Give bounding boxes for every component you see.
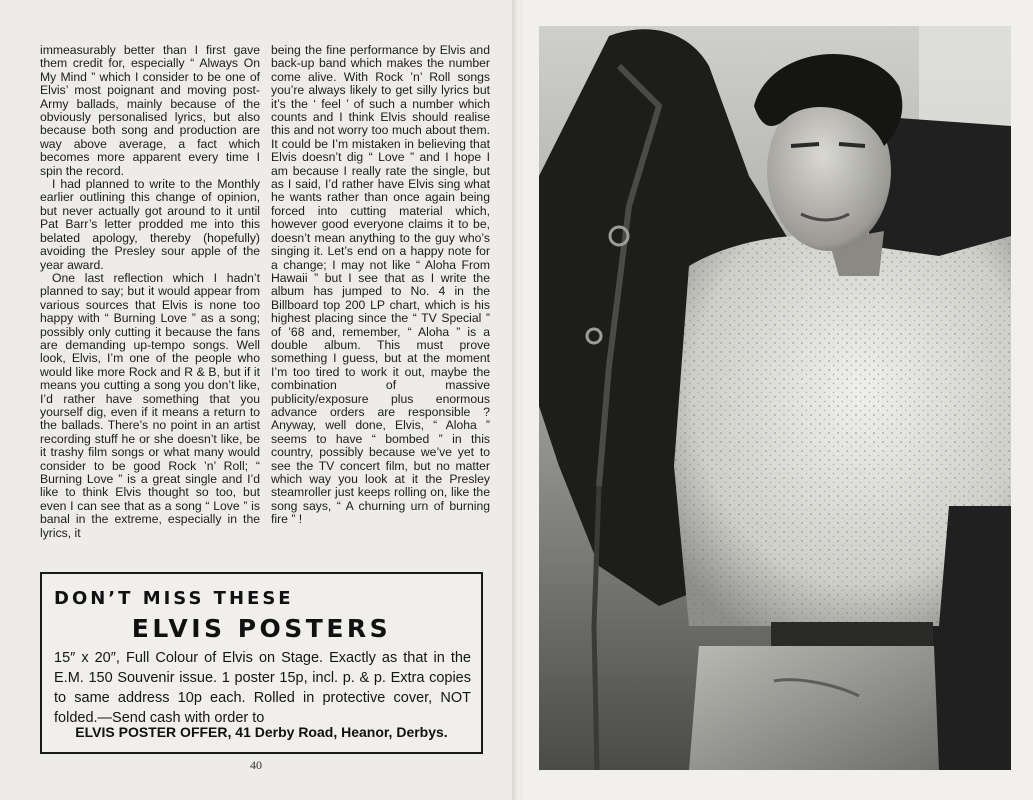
jeans — [689, 646, 939, 770]
poster-advert-box — [40, 572, 483, 754]
advert-address: ELVIS POSTER OFFER, 41 Derby Road, Heanor, Derbys. — [75, 724, 448, 740]
photo-illustration — [539, 26, 1011, 770]
col1-paragraph-2: I had planned to write to the Monthly earlier outlining this change of opinion, but never actually got around to it until Pat Barr’s letter prodded me into this belated apology, thereby (hopefully) avoiding the Presley sour apple of the year award. — [40, 177, 260, 272]
elvis-with-horse-photo — [539, 26, 1011, 770]
article-column-2 — [271, 44, 490, 527]
col2-paragraph-1: being the fine performance by Elvis and back-up band which makes the number come alive. With Rock ’n’ Roll songs you’re always likely to get silly lyrics but it’s the ‘ feel ’ of such a number which counts and I think Elvis should realise this and not worry too much about them. It could be I’m mistaken in believing that Elvis doesn’t dig “ Love ” and I hope I am because I really rate the single, but as I said, I’d rather have Elvis sing what he wants rather than once again being forced into cutting material which, however good everyone claims it to be, doesn’t mean anything to the guy who’s singing it. Let’s end on a happy note for a change; I may not like “ Aloha From Hawaii ” but I see that as I write the album has jumped to No. 4 in the Billboard top 200 LP chart, which is his highest placing since the “ TV Special ” of ’68 and, remember, “ Aloha ” is a double album. This must prove something I guess, but at the moment I’m too tired to work it out, maybe the combination of massive publicity/exposure plus enormous advance orders are responsible ? Anyway, well done, Elvis, “ Aloha ” seems to have “ bombed ” in this country, possibly because we’ve yet to see the TV concert film, but no matter which way you look at it the Presley steamroller just keeps rolling on, like the song says, “ A churning urn of burning fire ” ! — [271, 43, 490, 527]
belt — [771, 622, 933, 648]
col1-paragraph-1: immeasurably better than I first gave them credit for, especially “ Always On My Mind ” which I consider to be one of Elvis’ most poignant and moving post-Army ballads, mainly because of the obviously personalised lyrics, but also because both song and production are way above average, a fact which becomes more apparent every time I spin the record. — [40, 43, 260, 178]
advert-heading: DON’T MISS THESE — [54, 588, 294, 609]
advert-body: 15″ x 20″, Full Colour of Elvis on Stage. Exactly as that in the E.M. 150 Souvenir issue. 1 poster 15p, incl. p. & p. Extra copies to same address 10p each. Rolled in protective cover, NOT folded.—Send cash with order to — [54, 650, 471, 726]
col1-paragraph-3: One last reflection which I hadn’t planned to say; but it would appear from various sources that Elvis is none too happy with “ Burning Love ” as a song; possibly only cutting it because the fans are demanding up-tempo songs. Well look, Elvis, I’m one of the people who would like more Rock and R & B, but if it means you cutting a song you don’t like, I’d rather have something that you yourself dig, even if it means a return to the ballads. There’s no point in an artist recording stuff he or she doesn’t like, be it trashy film songs or what many would consider to be good Rock ’n’ Roll; “ Burning Love ” is a great single and I’d like to think Elvis thought so too, but even I can see that as a song “ Love ” is banal in the extreme, especially in the lyrics, it — [40, 270, 260, 540]
article-column-1 — [40, 44, 260, 540]
page-number: 40 — [250, 758, 262, 772]
advert-title: ELVIS POSTERS — [131, 614, 392, 643]
